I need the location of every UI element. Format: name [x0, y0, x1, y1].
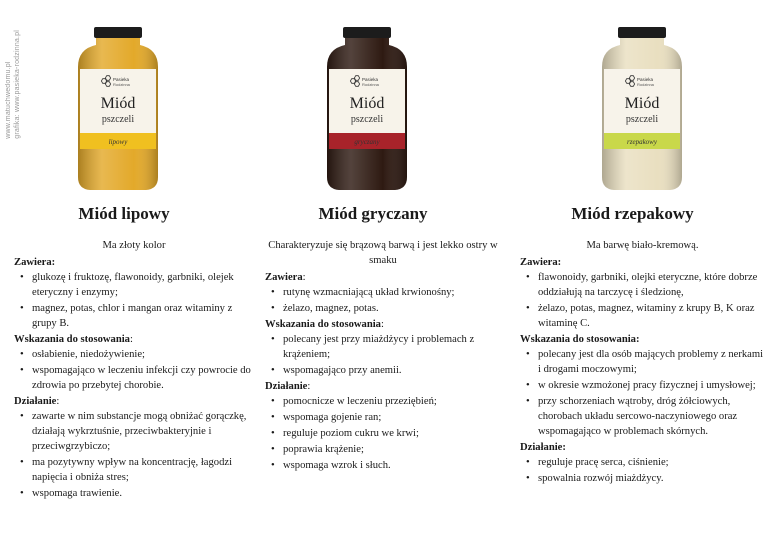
- jar-lid: [343, 27, 391, 38]
- product-title: Miód lipowy: [78, 204, 170, 223]
- product-description: [520, 238, 765, 487]
- section-heading: Wskazania do stosowania:: [14, 334, 133, 345]
- section-heading: Działanie:: [265, 381, 311, 392]
- product-description: [14, 238, 254, 502]
- product-title: Miód gryczany: [318, 204, 428, 223]
- list-item: • poprawia krążenie;: [283, 442, 501, 457]
- section-list: [520, 347, 765, 439]
- section-list: [14, 347, 254, 393]
- svg-text:Rodzinna: Rodzinna: [637, 82, 654, 87]
- svg-text:Rodzinna: Rodzinna: [362, 82, 379, 87]
- svg-text:gryczany: gryczany: [354, 138, 380, 146]
- list-item: • pomocnicze w leczeniu przeziębień;: [283, 394, 501, 409]
- product-column-rzepakowy: [520, 0, 765, 543]
- svg-text:Miód: Miód: [100, 95, 136, 112]
- svg-text:Miód: Miód: [624, 95, 660, 112]
- section-list: [265, 394, 501, 473]
- product-intro: Charakteryzuje się brązową barwą i jest lekko ostry w smaku: [268, 240, 498, 266]
- list-item: • glukozę i fruktozę, flawonoidy, garbniki, olejek eteryczny i enzymy;: [32, 270, 254, 300]
- list-item: • żelazo, magnez, potas.: [283, 301, 501, 316]
- list-item: • polecany jest przy miażdżycy i problemach z krążeniem;: [283, 332, 501, 362]
- section-heading: Zawiera:: [265, 272, 306, 283]
- jar-image-rzepakowy: [600, 27, 684, 191]
- svg-text:Pasieka: Pasieka: [113, 77, 130, 82]
- svg-text:pszczeli: pszczeli: [625, 114, 659, 125]
- section-list: [520, 455, 765, 486]
- jar-image-lipowy: [76, 27, 160, 191]
- list-item: • reguluje poziom cukru we krwi;: [283, 426, 501, 441]
- list-item: • w okresie wzmożonej pracy fizycznej i umysłowej;: [538, 378, 765, 393]
- svg-text:Rodzinna: Rodzinna: [113, 82, 130, 87]
- section-heading: Wskazania do stosowania:: [265, 319, 384, 330]
- product-description: [265, 238, 501, 474]
- list-item: • wspomagająco przy anemii.: [283, 363, 501, 378]
- svg-text:Pasieka: Pasieka: [637, 77, 654, 82]
- svg-text:Pasieka: Pasieka: [362, 77, 379, 82]
- product-intro: Ma złoty kolor: [102, 240, 166, 251]
- section-heading: Działanie:: [14, 396, 60, 407]
- section-list: [14, 409, 254, 501]
- product-title: Miód rzepakowy: [571, 204, 694, 223]
- svg-text:pszczeli: pszczeli: [101, 114, 135, 125]
- section-list: [520, 270, 765, 331]
- credit-line-1: www.matuchwedomu.pl: [5, 61, 12, 139]
- product-column-lipowy: [14, 0, 254, 543]
- jar-lid: [618, 27, 666, 38]
- section-heading: Wskazania do stosowania:: [520, 334, 640, 345]
- product-intro: Ma barwę biało-kremową.: [586, 240, 699, 251]
- list-item: • wspomaga trawienie.: [32, 486, 254, 501]
- list-item: • żelazo, potas, magnez, witaminy z krupy B, K oraz witaminę C.: [538, 301, 765, 331]
- svg-text:Miód: Miód: [349, 95, 385, 112]
- list-item: • wspomaga wzrok i słuch.: [283, 458, 501, 473]
- section-heading: Zawiera:: [520, 257, 562, 268]
- list-item: • osłabienie, niedożywienie;: [32, 347, 254, 362]
- svg-text:rzepakowy: rzepakowy: [627, 138, 657, 146]
- section-list: [14, 270, 254, 331]
- list-item: • polecany jest dla osób mających problemy z nerkami i drogami moczowymi;: [538, 347, 765, 377]
- list-item: • rutynę wzmacniającą układ krwionośny;: [283, 285, 501, 300]
- section-heading: Działanie:: [520, 442, 566, 453]
- credit-line-2: grafika: www.pasieka-rodzinna.pl: [14, 30, 21, 139]
- section-list: [265, 285, 501, 316]
- list-item: • reguluje pracę serca, ciśnienie;: [538, 455, 765, 470]
- jar-lid: [94, 27, 142, 38]
- list-item: • magnez, potas, chlor i mangan oraz witaminy z grupy B.: [32, 301, 254, 331]
- svg-text:lipowy: lipowy: [108, 138, 128, 146]
- list-item: • ma pozytywny wpływ na koncentrację, łagodzi napięcia i obniża stres;: [32, 455, 254, 485]
- list-item: • zawarte w nim substancje mogą obniżać gorączkę, działają wykrztuśnie, przeciwbakteryjnie i przeciwgrzybiczo;: [32, 409, 254, 454]
- list-item: • przy schorzeniach wątroby, dróg żółciowych, chorobach układu sercowo-naczyniowego oraz wspomagająco w problemach skórnych.: [538, 394, 765, 439]
- section-list: [265, 332, 501, 378]
- list-item: • spowalnia rozwój miażdżycy.: [538, 471, 765, 486]
- list-item: • wspomaga gojenie ran;: [283, 410, 501, 425]
- svg-text:pszczeli: pszczeli: [350, 114, 384, 125]
- section-heading: Zawiera:: [14, 257, 56, 268]
- jar-image-gryczany: [325, 27, 409, 191]
- product-column-gryczany: [265, 0, 501, 543]
- list-item: • flawonoidy, garbniki, olejki eteryczne, które dobrze oddziałują na tarczycę i śledzionę,: [538, 270, 765, 300]
- list-item: • wspomagająco w leczeniu infekcji czy powrocie do zdrowia po przebytej chorobie.: [32, 363, 254, 393]
